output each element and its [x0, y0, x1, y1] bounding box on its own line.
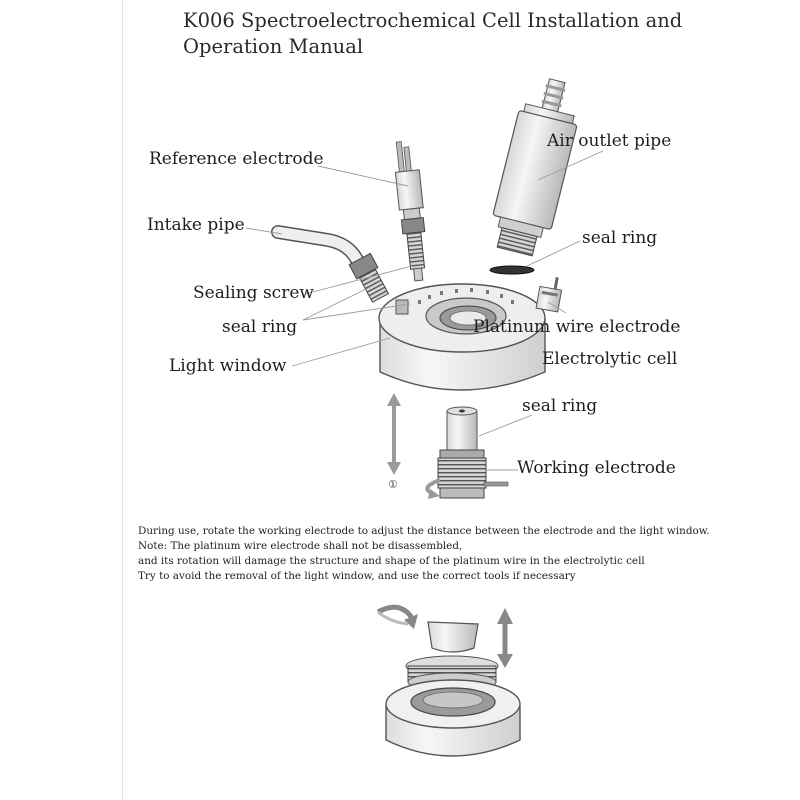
working-electrode-drawing	[438, 407, 508, 498]
label-electrolytic-cell: Electrolytic cell	[542, 349, 678, 369]
note-line: Note: The platinum wire electrode shall not be disassembled,	[138, 540, 463, 552]
step-marker: ①	[388, 478, 398, 491]
label-seal-ring-left: seal ring	[222, 317, 298, 337]
label-working-electrode: Working electrode	[517, 458, 676, 478]
label-intake-pipe: Intake pipe	[147, 215, 245, 235]
light-window-removal-drawing	[378, 607, 520, 756]
label-seal-ring-top: seal ring	[582, 228, 658, 248]
rotation-arrow-icon	[427, 480, 440, 499]
note-line: Try to avoid the removal of the light window, and use the correct tools if necessary	[138, 570, 576, 582]
document-title: K006 Spectroelectrochemical Cell Installation and Operation Manual	[183, 9, 683, 58]
reference-electrode-drawing	[392, 140, 431, 282]
label-reference-electrode: Reference electrode	[149, 149, 324, 169]
note-line: and its rotation will damage the structure and shape of the platinum wire in the electrolytic cell	[138, 555, 645, 567]
label-seal-ring-bottom: seal ring	[522, 396, 598, 416]
seal-ring-top-drawing	[490, 266, 534, 274]
label-sealing-screw: Sealing screw	[193, 283, 314, 303]
usage-notes	[138, 524, 778, 584]
label-platinum-wire-electrode: Platinum wire electrode	[473, 317, 681, 337]
label-light-window: Light window	[169, 356, 287, 376]
note-line: During use, rotate the working electrode to adjust the distance between the electrode and the light window.	[138, 525, 710, 537]
label-air-outlet-pipe: Air outlet pipe	[547, 131, 672, 151]
vertical-adjust-arrow	[387, 393, 401, 475]
air-outlet-pipe-drawing	[486, 73, 587, 258]
